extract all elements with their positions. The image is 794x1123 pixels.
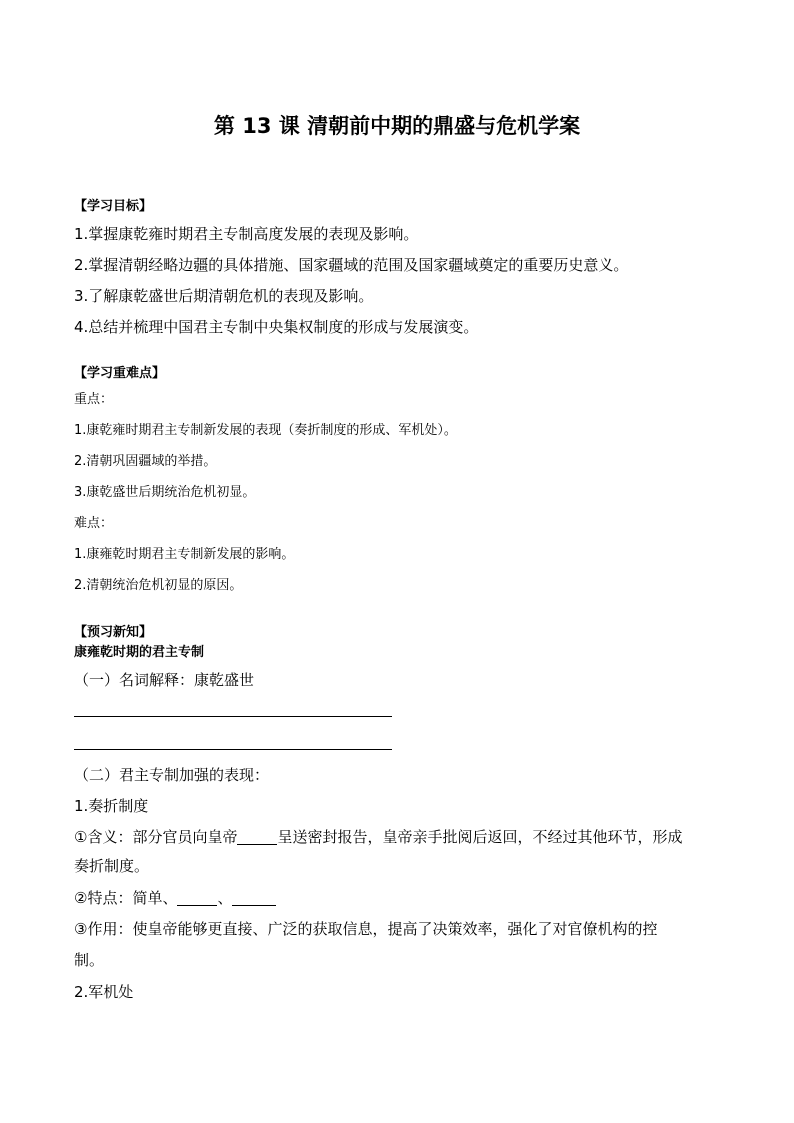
difficulty-item: 1.康雍乾时期君主专制新发展的影响。 [74, 547, 295, 562]
objective-item: 3.了解康乾盛世后期清朝危机的表现及影响。 [74, 287, 374, 305]
keypoints-heading: 【学习重难点】 [74, 366, 166, 381]
point-1-effect-cont: 制。 [74, 951, 105, 969]
key-item: 2.清朝巩固疆域的举措。 [74, 454, 217, 469]
page-title: 第 13 课 清朝前中期的鼎盛与危机学案 [213, 114, 581, 138]
objectives-heading: 【学习目标】 [74, 199, 153, 214]
answer-line [74, 749, 392, 750]
point-1-meaning [74, 827, 682, 847]
fill-blank[interactable] [177, 890, 217, 906]
point-2-title: 2.军机处 [74, 983, 134, 1001]
meaning-text-pre: ①含义：部分官员向皇帝 [74, 828, 238, 846]
point-1-meaning-cont: 奏折制度。 [74, 857, 150, 875]
key-item: 3.康乾盛世后期统治危机初显。 [74, 485, 256, 500]
meaning-text-post: 呈送密封报告，皇帝亲手批阅后返回，不经过其他环节，形成 [277, 828, 683, 846]
question-2: （二）君主专制加强的表现： [74, 766, 270, 784]
features-text: ②特点：简单、 [74, 889, 178, 907]
point-1-title: 1.奏折制度 [74, 797, 149, 815]
difficulty-label: 难点： [74, 516, 114, 531]
question-1: （一）名词解释：康乾盛世 [74, 671, 255, 689]
point-1-effect: ③作用：使皇帝能够更直接、广泛的获取信息，提高了决策效率，强化了对官僚机构的控 [74, 920, 658, 938]
fill-blank[interactable] [237, 829, 277, 845]
answer-line [74, 716, 392, 717]
difficulty-item: 2.清朝统治危机初显的原因。 [74, 578, 243, 593]
point-1-features [74, 888, 276, 908]
preview-heading: 【预习新知】 [74, 625, 153, 640]
fill-blank[interactable] [232, 890, 276, 906]
key-label: 重点： [74, 392, 114, 407]
key-item: 1.康乾雍时期君主专制新发展的表现（奏折制度的形成、军机处）。 [74, 423, 457, 438]
objective-item: 1.掌握康乾雍时期君主专制高度发展的表现及影响。 [74, 225, 419, 243]
preview-subheading: 康雍乾时期的君主专制 [74, 645, 205, 660]
objective-item: 4.总结并梳理中国君主专制中央集权制度的形成与发展演变。 [74, 318, 479, 336]
features-sep: 、 [217, 889, 233, 907]
objective-item: 2.掌握清朝经略边疆的具体措施、国家疆域的范围及国家疆域奠定的重要历史意义。 [74, 256, 629, 274]
